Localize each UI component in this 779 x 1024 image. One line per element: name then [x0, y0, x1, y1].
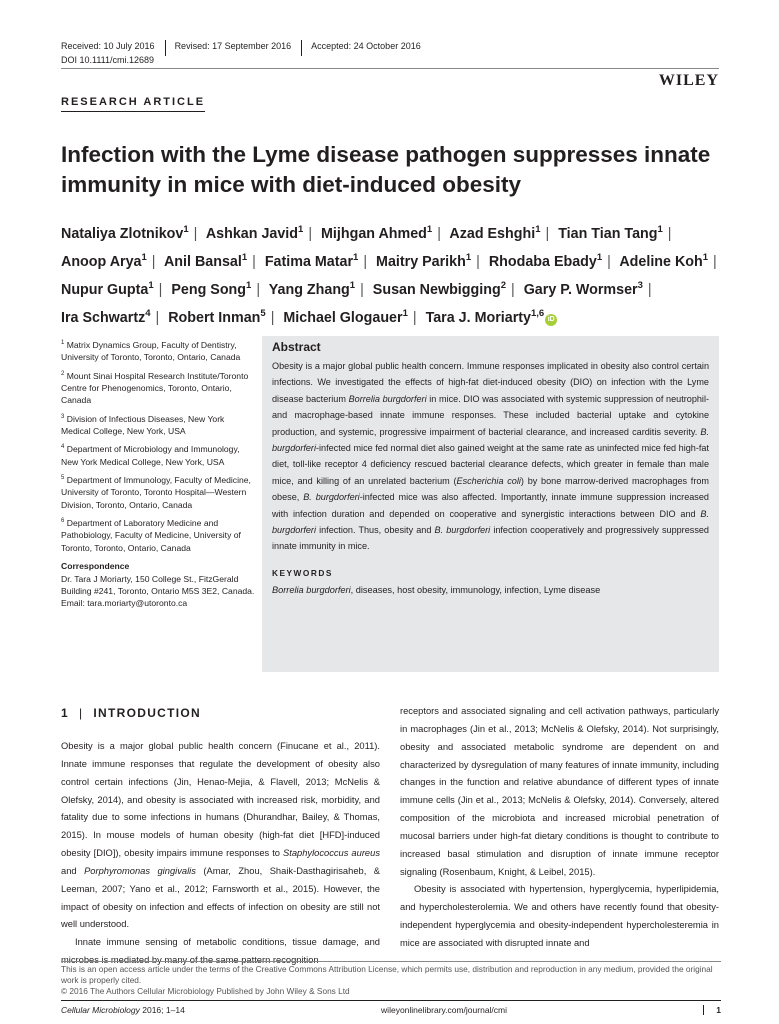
author-name[interactable]: Ira Schwartz$^4$ | [61, 308, 160, 326]
received-date: Received: 10 July 2016 [61, 41, 155, 51]
body-column-right [400, 703, 719, 953]
author-name[interactable]: Anoop Arya$^1$ | [61, 252, 156, 270]
author-name[interactable]: Adeline Koh$^1$ | [619, 252, 717, 270]
author-name[interactable]: Azad Eshghi$^1$ | [449, 224, 550, 242]
author-name[interactable]: Yang Zhang$^1$ | [268, 280, 364, 298]
author-name[interactable]: Tian Tian Tang$^1$ | [558, 224, 672, 242]
body-column-left [61, 738, 380, 970]
copyright-text: © 2016 The Authors Cellular Microbiology Published by John Wiley & Sons Ltd [61, 986, 350, 997]
intro-paragraph-3: receptors and associated signaling and cell activation pathways, particularly in macrophages (Jin et al., 2013; McNelis & Olefsky, 2014). Not surprisingly, obesity and associated metabolic syndrome are dependent on and characterized by dysregulation of many features of innate immunity, including changes in the function and relative abundance of different types of innate immune cells (Jin et al., 2013; McNelis & Olefsky, 2014). Conversely, altered composition of the microbiota and increased microbial penetration of mucosal barriers under high-fat dietary conditions is thought to contribute to increased basal stimulation and disruption of innate immune receptor signaling (Rosenbaum, Knight, & Leibel, 2015). [400, 706, 719, 877]
page-footer [61, 1000, 721, 1015]
affiliation-item: $^5$ Department of Immunology, Faculty of Medicine, University of Toronto, Toronto Hospital—Western Division, Toronto, Ontario, Canada [61, 474, 251, 510]
accepted-date: Accepted: 24 October 2016 [311, 41, 421, 51]
keywords-list: Borrelia burgdorferi, diseases, host obesity, immunology, infection, Lyme disease [272, 584, 601, 595]
author-name[interactable]: Mijhgan Ahmed$^1$ | [321, 224, 441, 242]
affiliation-item: $^3$ Division of Infectious Diseases, New York Medical College, New York, USA [61, 413, 225, 437]
correspondence-email[interactable]: Email: tara.moriarty@utoronto.ca [61, 598, 188, 609]
affiliation-item: $^4$ Department of Microbiology and Immunology, New York Medical College, New York, USA [61, 444, 240, 467]
author-name[interactable]: Tara J. Moriarty$^{1,6}$iD [426, 310, 558, 326]
author-name[interactable]: Nupur Gupta$^1$ | [61, 280, 163, 298]
section-heading-introduction: 1 | INTRODUCTION [61, 706, 201, 720]
intro-paragraph-1: Obesity is a major global public health concern (Finucane et al., 2011). Innate immune responses that regulate the development of obesity also control certain infections (Jin, Henao-Mejia, & Flavell, 2013; McNelis & Olefsky, 2014), and obesity is associated with increased risk, morbidity, and fatality due to some infections in humans (Dhurandhar, Bailey, & Thomas, 2015). In mouse models of human obesity (high-fat diet [HFD]-induced obesity [DIO]), obesity impairs immune responses to Staphylococcus aureus and Porphyromonas gingivalis (Amar, Zhou, Shaik-Dasthagirisaheb, & Leeman, 2007; Yano et al., 2012; Farnsworth et al., 2015). However, the impact of obesity on infection and effects of infection on obesity are still not well understood. [61, 741, 380, 930]
author-name[interactable]: Maitry Parikh$^1$ | [376, 252, 480, 270]
orcid-icon[interactable]: iD [545, 314, 557, 326]
revised-date: Revised: 17 September 2016 [174, 41, 292, 51]
author-name[interactable]: Robert Inman$^5$ | [168, 308, 275, 326]
keywords-heading: KEYWORDS [272, 567, 333, 578]
author-name[interactable]: Peng Song$^1$ | [171, 280, 261, 298]
article-type: RESEARCH ARTICLE [61, 96, 205, 112]
license-footnote [61, 961, 721, 998]
author-name[interactable]: Rhodaba Ebady$^1$ | [488, 252, 611, 270]
publisher-logo: WILEY [658, 72, 719, 89]
section-title: INTRODUCTION [93, 706, 201, 720]
correspondence-heading: Correspondence [61, 561, 130, 572]
affiliation-item: $^6$ Department of Laboratory Medicine and Pathobiology, Faculty of Medicine, University of Toronto, Toronto, Ontario, Canada [61, 518, 241, 553]
abstract-box [262, 336, 719, 672]
author-name[interactable]: Fatima Matar$^1$ | [264, 252, 368, 270]
intro-paragraph-4: Obesity is associated with hypertension, hyperglycemia, hyperlipidemia, and hypercholesterolemia. We and others have recently found that obesity-independent hyperglycemia and obesity-independent hypercholesteremia in mice are associated with disrupted innate and [400, 884, 719, 948]
author-name[interactable]: Anil Bansal$^1$ | [163, 252, 256, 270]
affiliations [61, 337, 256, 610]
intro-paragraph-2: Innate immune sensing of metabolic conditions, tissue damage, and microbes is mediated by many of the same pattern recognition [61, 937, 380, 966]
affiliation-item: $^2$ Mount Sinai Hospital Research Institute/Toronto Centre for Phenogenomics, Toronto, Ontario, Canada [61, 370, 249, 406]
doi[interactable]: DOI 10.1111/cmi.12689 [61, 55, 155, 65]
author-name[interactable]: Susan Newbigging$^2$ | [372, 280, 515, 298]
page-number: 1 [703, 1005, 721, 1015]
abstract-text: Obesity is a major global public health concern. Immune responses implicated in obesity also control certain infections. We investigated the effects of high-fat diet-induced obesity (DIO) on infection with the Lyme disease bacterium Borrelia burgdorferi in mice. DIO was associated with systemic suppression of neutrophil- and macrophage-based innate immune responses. These included bacterial uptake and cytokine production, and systemic, progressive impairment of bacterial clearance, and increased carditis severity. B. burgdorferi-infected mice fed normal diet also gained weight at the same rate as uninfected mice fed high-fat diet, toll-like receptor 4 deficiency rescued bacterial clearance defects, which greater in female than male mice, and killing of an unrelated bacterium (Escherichia coli) by bone marrow-derived macrophages from obese, B. burgdorferi-infected mice was also affected. Importantly, innate immune suppression increased with infection duration and depended on cooperative and synergistic interactions between DIO and B. burgdorferi infection. Thus, obesity and B. burgdorferi infection cooperatively and progressively suppressed innate immunity in mice. [272, 361, 709, 552]
article-dates [61, 38, 431, 54]
author-name[interactable]: Michael Glogauer$^1$ | [283, 308, 417, 326]
abstract-heading: Abstract [272, 340, 321, 354]
author-list [61, 218, 741, 330]
license-text: This is an open access article under the terms of the Creative Commons Attribution License, which permits use, distribution and reproduction in any medium, provided the original work is properly cited. [61, 964, 713, 986]
journal-citation: Cellular Microbiology 2016; 1–14 [61, 1005, 185, 1015]
author-name[interactable]: Gary P. Wormser$^3$ | [523, 280, 652, 298]
journal-url[interactable]: wileyonlinelibrary.com/journal/cmi [381, 1005, 508, 1015]
header-divider [61, 68, 719, 69]
affiliation-item: $^1$ Matrix Dynamics Group, Faculty of Dentistry, University of Toronto, Toronto, Ontario, Canada [61, 339, 241, 363]
section-number: 1 [61, 706, 69, 720]
correspondence-address: Dr. Tara J Moriarty, 150 College St., FitzGerald Building #241, Toronto, Ontario M5S 3E2, Canada. [61, 573, 255, 597]
article-title: Infection with the Lyme disease pathogen suppresses innate immunity in mice with diet-induced obesity [61, 142, 711, 197]
author-name[interactable]: Ashkan Javid$^1$ | [205, 224, 313, 242]
author-name[interactable]: Nataliya Zlotnikov$^1$ | [61, 224, 198, 242]
